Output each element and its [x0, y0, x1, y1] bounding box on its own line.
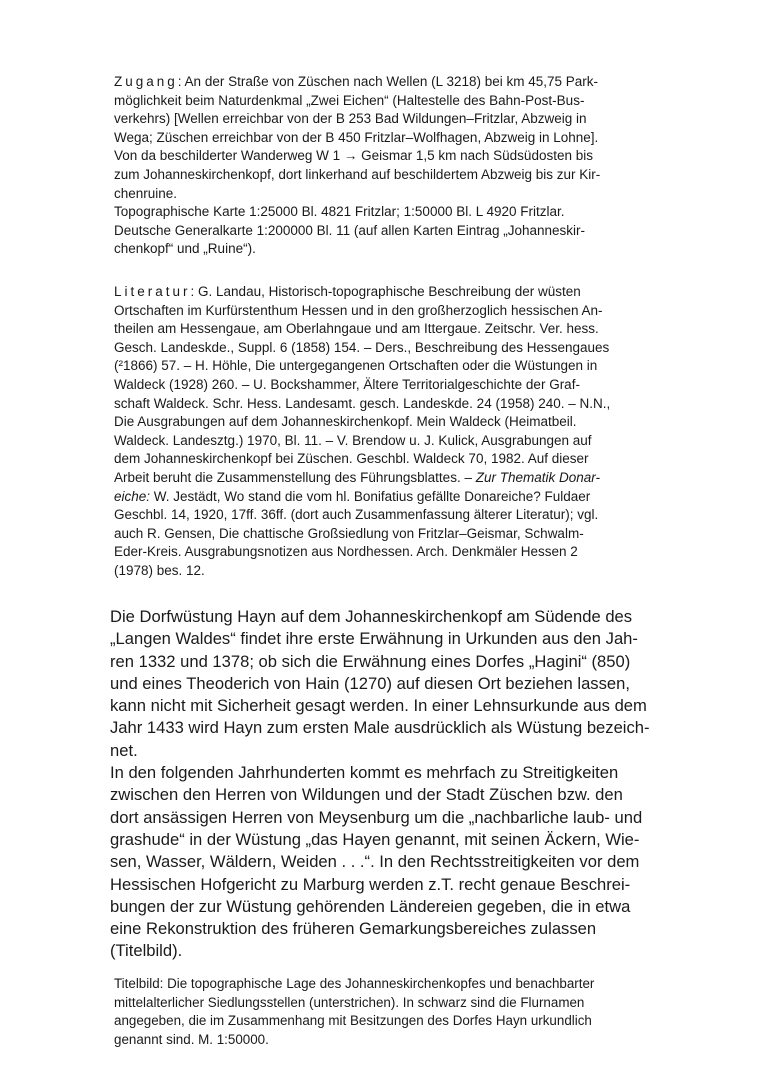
literatur-line: Literatur: G. Landau, Historisch-topographische Beschreibung der wüsten: [114, 284, 581, 299]
main-line: Die Dorfwüstung Hayn auf dem Johanneskirchenkopf am Südende des: [110, 607, 633, 626]
thematik-heading: Zur Thematik Donar-: [475, 469, 601, 485]
literatur-line: (²1866) 57. – H. Höhle, Die untergegangenen Ortschaften oder die Wüstungen in: [114, 358, 598, 374]
literatur-line: auch R. Gensen, Die chattische Großsiedlung von Fritzlar–Geismar, Schwalm-: [114, 525, 584, 541]
literatur-line: Gesch. Landeskde., Suppl. 6 (1858) 154. – Ders., Beschreibung des Hessengaues: [114, 339, 610, 355]
main-line: Hessischen Hofgericht zu Marburg werden z.T. recht genaue Beschrei-: [110, 874, 631, 894]
literatur-line: Geschbl. 14, 1920, 17ff. 36ff. (dort auch Zusammenfassung älterer Literatur); vgl.: [114, 507, 599, 523]
main-line: ren 1332 und 1378; ob sich die Erwähnung eines Dorfes „Hagini“ (850): [110, 651, 631, 671]
zugang-line: Topographische Karte 1:25000 Bl. 4821 Fritzlar; 1:50000 Bl. L 4920 Fritzlar.: [114, 204, 565, 220]
zugang-line: zum Johanneskirchenkopf, dort linkerhand auf beschildertem Abzweig bis zur Kir-: [114, 166, 601, 182]
literatur-line: Die Ausgrabungen auf dem Johanneskirchenkopf. Mein Waldeck (Heimatbeil.: [114, 414, 577, 430]
literatur-line: Arbeit beruht die Zusammenstellung des Führungsblattes. – Zur Thematik Donar-: [114, 469, 601, 485]
caption-line: Titelbild: Die topographische Lage des Johanneskirchenkopfes und benachbarter: [114, 976, 595, 991]
main-line: net.: [110, 740, 138, 760]
literatur-section: [114, 283, 674, 581]
main-line: und eines Theoderich von Hain (1270) auf diesen Ort beziehen lassen,: [110, 673, 630, 693]
zugang-line: chenkopf“ und „Ruine“).: [114, 241, 256, 257]
main-line: zwischen den Herren von Wildungen und der Stadt Züschen bzw. den: [110, 785, 623, 805]
literatur-line: Ortschaften im Kurfürstenthum Hessen und in den großherzoglich hessischen An-: [114, 302, 603, 318]
zugang-line: Zugang: An der Straße von Züschen nach Wellen (L 3218) bei km 45,75 Park-: [114, 74, 599, 89]
literatur-line: schaft Waldeck. Schr. Hess. Landesamt. gesch. Landeskde. 24 (1958) 240. – N.N.,: [114, 395, 611, 411]
main-line: Jahr 1433 wird Hayn zum ersten Male ausdrücklich als Wüstung bezeich-: [110, 718, 650, 738]
zugang-line: Deutsche Generalkarte 1:200000 Bl. 11 (auf allen Karten Eintrag „Johanneskir-: [114, 222, 586, 238]
zugang-section: [114, 73, 674, 259]
zugang-line: möglichkeit beim Naturdenkmal „Zwei Eichen“ (Haltestelle des Bahn-Post-Bus-: [114, 92, 585, 108]
thematik-heading-cont: eiche:: [114, 488, 151, 504]
main-line: dort ansässigen Herren von Meysenburg um die „nachbarliche laub- und: [110, 807, 643, 827]
main-line: In den folgenden Jahrhunderten kommt es mehrfach zu Streitigkeiten: [110, 763, 619, 783]
zugang-line: verkehrs) [Wellen erreichbar von der B 253 Bad Wildungen–Fritzlar, Abzweig in: [114, 111, 587, 127]
zugang-line: Von da beschilderter Wanderweg W 1 → Geismar 1,5 km nach Südsüdosten bis: [114, 148, 593, 164]
literatur-line: (1978) bes. 12.: [114, 562, 205, 578]
caption-line: mittelalterlicher Siedlungsstellen (unterstrichen). In schwarz sind die Flurnamen: [114, 994, 585, 1010]
caption-line: angegeben, die im Zusammenhang mit Besitzungen des Dorfes Hayn urkundlich: [114, 1013, 592, 1029]
titelbild-caption: [114, 975, 678, 1049]
main-line: grashude“ in der Wüstung „das Hayen genannt, mit seinen Äckern, Wie-: [110, 829, 640, 849]
main-line: (Titelbild).: [110, 941, 183, 961]
zugang-line: Wega; Züschen erreichbar von der B 450 Fritzlar–Wolfhagen, Abzweig in Lohne].: [114, 129, 599, 145]
literatur-line: Eder-Kreis. Ausgrabungsnotizen aus Nordhessen. Arch. Denkmäler Hessen 2: [114, 544, 578, 560]
literatur-line: dem Johanneskirchenkopf bei Züschen. Geschbl. Waldeck 70, 1982. Auf dieser: [114, 451, 589, 467]
main-line: sen, Wasser, Wäldern, Weiden . . .“. In den Rechtsstreitigkeiten vor dem: [110, 852, 640, 872]
literatur-line: Waldeck. Landesztg.) 1970, Bl. 11. – V. Brendow u. J. Kulick, Ausgrabungen auf: [114, 432, 592, 448]
literatur-line: Waldeck (1928) 260. – U. Bockshammer, Ältere Territorialgeschichte der Graf-: [114, 376, 580, 392]
zugang-label: Zugang: [114, 74, 178, 89]
literatur-line: theilen am Hessengaue, am Oberlahngaue und am Ittergaue. Zeitschr. Ver. hess.: [114, 321, 599, 337]
main-line: bungen der zur Wüstung gehörenden Ländereien gegeben, die in etwa: [110, 896, 631, 916]
main-line: kann nicht mit Sicherheit gesagt werden. In einer Lehnsurkunde aus dem: [110, 696, 647, 716]
caption-line: genannt sind. M. 1:50000.: [114, 1031, 269, 1047]
literatur-line: eiche: W. Jestädt, Wo stand die vom hl. Bonifatius gefällte Donareiche? Fuldaer: [114, 488, 591, 504]
main-line: „Langen Waldes“ findet ihre erste Erwähnung in Urkunden aus den Jah-: [110, 629, 638, 649]
main-line: eine Rekonstruktion des früheren Gemarkungsbereiches zulassen: [110, 919, 597, 939]
zugang-line: chenruine.: [114, 185, 178, 201]
literatur-label: Literatur: [114, 284, 191, 299]
main-text: [110, 606, 682, 963]
